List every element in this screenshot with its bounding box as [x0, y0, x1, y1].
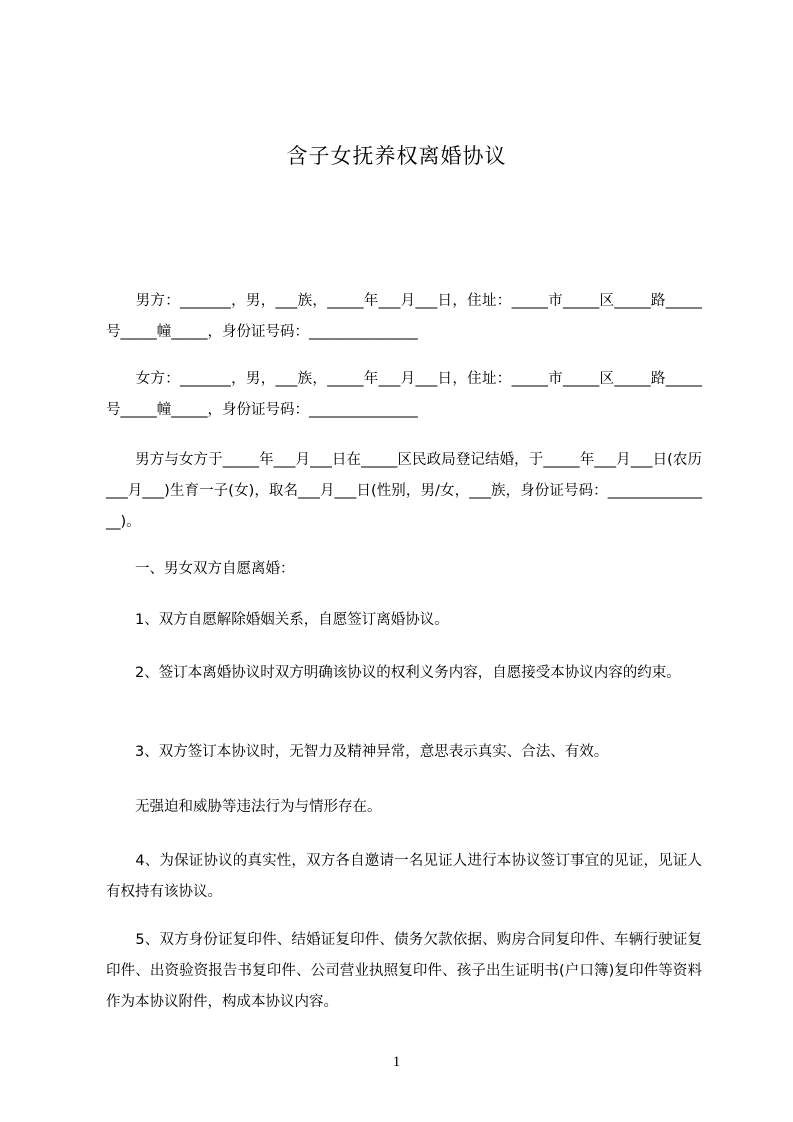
page-number: 1	[392, 1054, 401, 1070]
paragraph-male-party: 男方：_______，男，___族，_____年___月___日，住址：_____市_____区_____路_____号_____幢_____，身份证号码：_______________	[106, 293, 702, 340]
clause-5: 5、双方身份证复印件、结婚证复印件、债务欠款依据、购房合同复印件、车辆行驶证复印件、出资验资报告书复印件、公司营业执照复印件、孩子出生证明书(户口簿)复印件等资料作为本协议附件，构成本协议内容。	[106, 932, 702, 1010]
clause-1: 1、双方自愿解除婚姻关系，自愿签订离婚协议。	[106, 612, 449, 628]
section-heading-voluntary-divorce: 一、男女双方自愿离婚：	[106, 561, 295, 577]
clause-3: 3、双方签订本协议时，无智力及精神异常，意思表示真实、合法、有效。	[106, 744, 609, 760]
clause-3-continued: 无强迫和威胁等违法行为与情形存在。	[106, 799, 382, 815]
document-title: 含子女抚养权离婚协议	[286, 144, 507, 168]
paragraph-marriage-info: 男方与女方于_____年___月___日在_____区民政局登记结婚，于_____年___月___日(农历___月___)生育一子(女)，取名___月___日(性别，男/女，___族，身份证号码：_______________)。	[106, 452, 702, 530]
clause-4: 4、为保证协议的真实性，双方各自邀请一名见证人进行本协议签订事宜的见证，见证人有权持有该协议。	[106, 853, 702, 900]
paragraph-female-party: 女方：_______，男，___族，_____年___月___日，住址：_____市_____区_____路_____号_____幢_____，身份证号码：_______________	[106, 371, 702, 418]
clause-2: 2、签订本离婚协议时双方明确该协议的权利义务内容，自愿接受本协议内容的约束。	[106, 665, 681, 681]
